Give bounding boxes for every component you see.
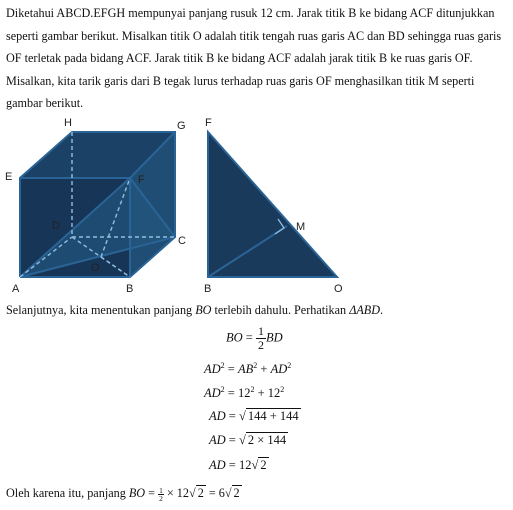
fraction-half: $\frac{1}{2}$: [257, 324, 264, 352]
equation-sqrt-product: AD = √ 2 × 144: [209, 433, 287, 447]
equation-pythagoras: $AD^2 = AB^2 + AD^2$: [204, 361, 292, 377]
label-c: C: [178, 235, 186, 247]
small-fraction-half: $\frac{1}{2}$: [159, 485, 163, 503]
triangle-diagram: [204, 117, 343, 295]
paragraph-bo: Selanjutnya, kita menentukan panjang BO terlebih dahulu. Perhatikan ΔABD.: [6, 303, 384, 317]
triangle-fbo: [208, 132, 337, 277]
cube-diagram: [5, 117, 186, 295]
label-m: M: [296, 221, 306, 233]
equation-sqrt-sum: AD = √ 144 + 144: [209, 409, 299, 423]
triangle-abd: ΔABD: [349, 303, 381, 317]
label-f-cube: F: [138, 174, 145, 186]
equation-ad-result: AD = 12√ 2: [209, 458, 267, 472]
label-o-triangle: O: [334, 283, 343, 295]
intro-paragraph: Diketahui ABCD.EFGH mempunyai panjang rusuk 12 cm. Jarak titik B ke bidang ACF ditunjukkan seperti gambar berikut. Misalkan titik O adalah titik tengah ruas garis AC dan BD sehingga ruas garis OF terletak pada bidang ACF. Jarak titik B ke bidang ACF adalah jarak titik B ke ruas garis OF. Misalkan, kita tarik garis dari B tegak lurus terhadap ruas garis OF menghasilkan titik M seperti gambar berikut.: [6, 6, 502, 111]
var-bo: BO: [195, 303, 212, 317]
label-b-triangle: B: [204, 283, 212, 295]
label-e: E: [5, 171, 13, 183]
label-b-cube: B: [126, 283, 134, 295]
cube-figure: [0, 112, 513, 302]
label-d: D: [52, 220, 60, 232]
label-f-triangle: F: [205, 117, 212, 129]
label-h: H: [64, 117, 72, 129]
label-g: G: [177, 120, 186, 132]
label-a: A: [12, 283, 20, 295]
equation-substitution: $AD^2 = 12^2 + 12^2$: [204, 385, 285, 401]
label-o-cube: O: [91, 262, 100, 274]
conclusion-line: Oleh karena itu, panjang BO = $\frac{1}{2}$ × 12√ 2 = 6√ 2: [6, 485, 240, 503]
equation-bo: BO = $\frac{1}{2}$ BD: [226, 324, 283, 352]
